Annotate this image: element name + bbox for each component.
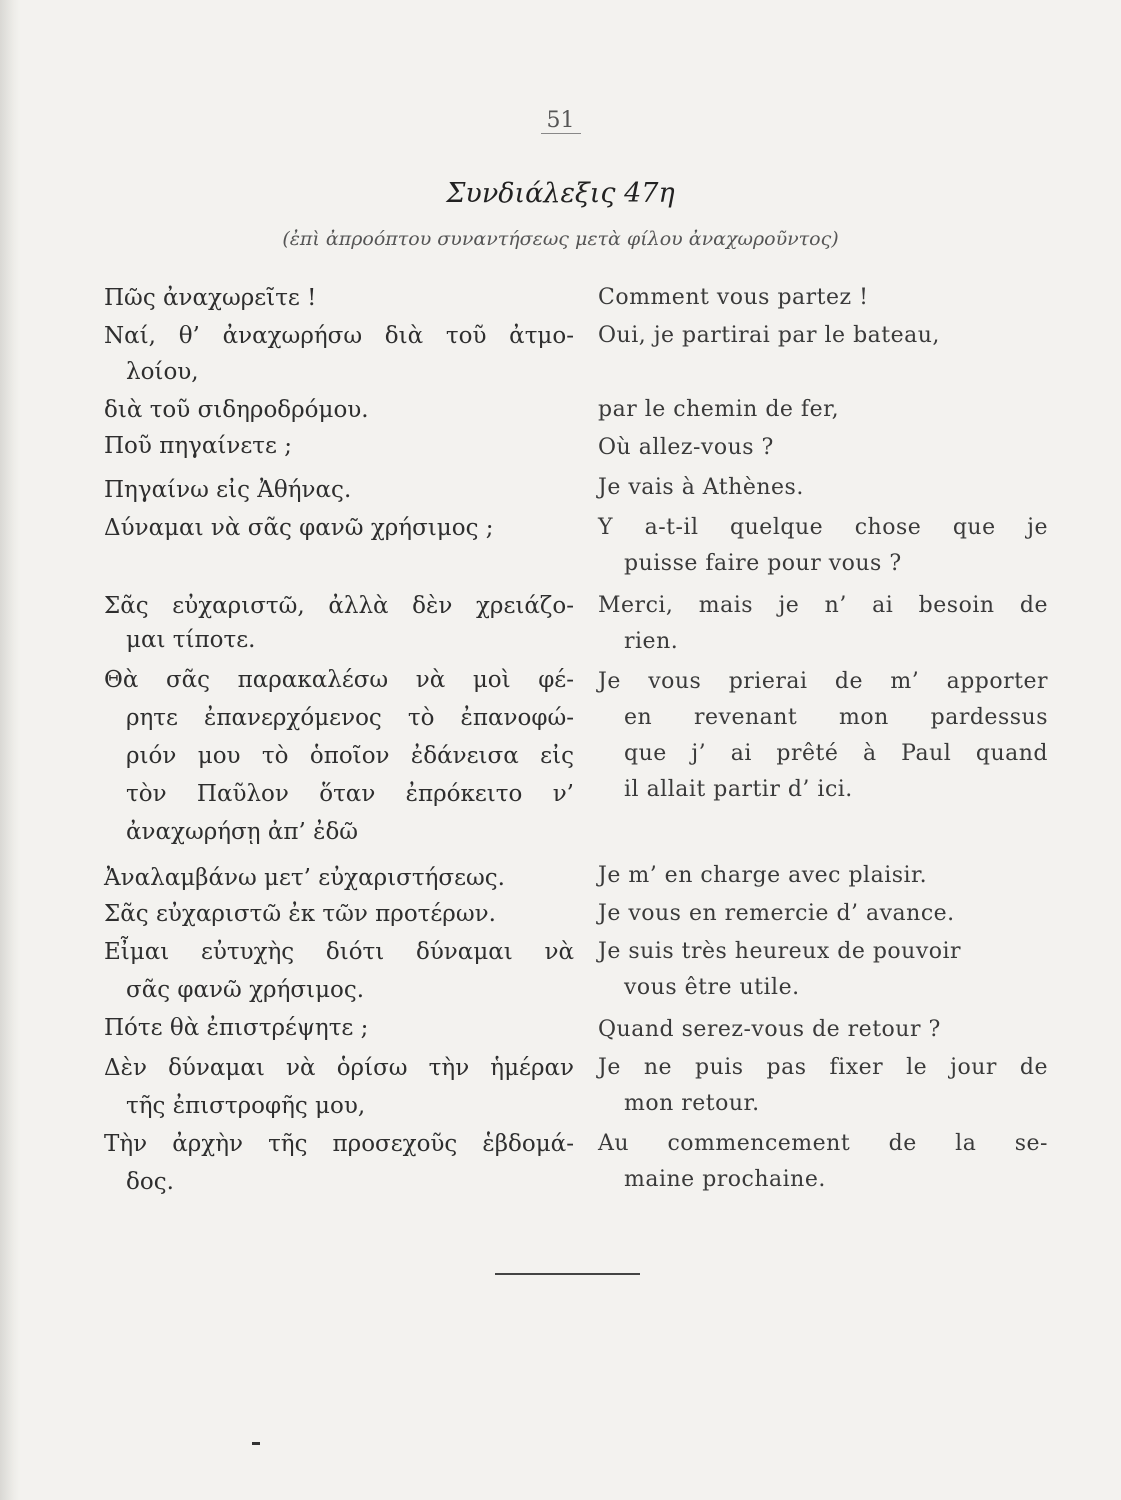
french-entry-11: [598, 934, 1048, 1006]
french-line: Je vais à Athènes.: [598, 475, 804, 500]
french-line: Où allez-vous ?: [598, 435, 774, 460]
greek-entry-14: [104, 1130, 574, 1158]
greek-line: Εἶμαι εὐτυχὴς διότι δύναμαι νὰ: [104, 939, 574, 965]
greek-entry-9: [104, 864, 574, 892]
french-line: mon retour.: [624, 1091, 760, 1116]
greek-entry-8: [104, 666, 574, 694]
greek-entry-11-cont: [104, 976, 574, 1004]
french-line: Je vous en remercie d’ avance.: [598, 901, 955, 926]
french-line: que j’ ai prêté à Paul quand: [624, 741, 1048, 766]
french-line: rien.: [624, 629, 679, 654]
french-line: vous être utile.: [624, 975, 800, 1000]
greek-line: Τὴν ἀρχὴν τῆς προσεχοῦς ἑβδομά-: [104, 1131, 574, 1157]
greek-entry-4: [104, 432, 574, 460]
greek-entry-8-cont-1: [126, 704, 574, 732]
binding-edge: [0, 0, 20, 1500]
greek-entry-8-cont-2: [126, 742, 574, 770]
french-entry-2: [598, 318, 1048, 354]
greek-entry-10: [104, 900, 574, 928]
french-line: Je ne puis pas fixer le jour de: [598, 1055, 1048, 1080]
greek-line: μαι τίποτε.: [126, 627, 256, 653]
greek-line: σᾶς φανῶ χρήσιμος.: [126, 977, 365, 1003]
french-line: Y a-t-il quelque chose que je: [598, 515, 1048, 540]
greek-line: Δὲν δύναμαι νὰ ὁρίσω τὴν ἡμέραν: [104, 1055, 574, 1081]
french-line: Comment vous partez !: [598, 285, 869, 310]
greek-entry-13: [104, 1054, 574, 1082]
french-entry-8: [598, 664, 1048, 808]
greek-line: Θὰ σᾶς παρακαλέσω νὰ μοὶ φέ-: [104, 667, 574, 693]
greek-line: δος.: [126, 1169, 174, 1195]
section-end-rule: [495, 1273, 640, 1275]
greek-entry-11: [104, 938, 574, 966]
greek-entry-6: [104, 514, 574, 542]
greek-line: Ἀναλαμβάνω μετ’ εὐχαριστήσεως.: [104, 865, 505, 891]
french-line: Je vous prierai de m’ apporter: [598, 669, 1048, 694]
greek-line: Σᾶς εὐχαριστῶ ἐκ τῶν προτέρων.: [104, 901, 496, 927]
greek-line: Πηγαίνω εἰς Ἀθήνας.: [104, 477, 352, 503]
french-line: en revenant mon pardessus: [624, 705, 1048, 730]
french-entry-9: [598, 858, 1048, 894]
greek-entry-2-cont: [104, 358, 574, 386]
conversation-title: Συνδιάλεξις 47η: [446, 178, 675, 209]
greek-entry-7: [104, 592, 574, 620]
french-entry-4: [598, 430, 1048, 466]
greek-line: Πῶς ἀναχωρεῖτε !: [104, 285, 317, 311]
greek-line: Δύναμαι νὰ σᾶς φανῶ χρήσιμος ;: [104, 515, 494, 541]
french-entry-12: [598, 1012, 1048, 1048]
greek-entry-8-cont-4: [104, 818, 574, 846]
french-entry-14: [598, 1126, 1048, 1198]
greek-line: λοίου,: [126, 359, 199, 385]
greek-line: Πότε θὰ ἐπιστρέψητε ;: [104, 1015, 369, 1041]
greek-line: ἀναχωρήσῃ ἀπ’ ἐδῶ: [126, 819, 359, 845]
french-entry-6: [598, 510, 1048, 582]
french-line: Au commencement de la se-: [598, 1131, 1048, 1156]
page-number: [0, 108, 1121, 133]
french-entry-10: [598, 896, 1048, 932]
greek-line: διὰ τοῦ σιδηροδρόμου.: [104, 397, 369, 423]
french-entry-1: [598, 280, 1048, 316]
french-entry-3: [598, 392, 1048, 428]
french-line: il allait partir d’ ici.: [624, 777, 853, 802]
greek-line: τῆς ἐπιστροφῆς μου,: [126, 1093, 366, 1119]
french-line: maine prochaine.: [624, 1167, 826, 1192]
greek-entry-12: [104, 1014, 574, 1042]
greek-entry-8-cont-3: [126, 780, 574, 808]
french-line: Je m’ en charge avec plaisir.: [598, 863, 928, 888]
greek-entry-5: [104, 476, 574, 504]
french-line: Oui, je partirai par le bateau,: [598, 323, 940, 348]
french-entry-7: [598, 588, 1048, 660]
greek-line: ριόν μου τὸ ὁποῖον ἐδάνεισα εἰς: [126, 743, 574, 769]
french-line: Quand serez-vous de retour ?: [598, 1017, 941, 1042]
french-line: par le chemin de fer,: [598, 397, 840, 422]
french-entry-13: [598, 1050, 1048, 1122]
greek-entry-3: [104, 396, 574, 424]
greek-entry-14-cont: [104, 1168, 574, 1196]
page-number-text: 51: [541, 108, 581, 134]
greek-line: τὸν Παῦλον ὅταν ἐπρόκειτο ν’: [126, 781, 574, 807]
print-mark: [252, 1442, 260, 1445]
greek-entry-13-cont: [104, 1092, 574, 1120]
greek-line: ρητε ἐπανερχόμενος τὸ ἐπανοφώ-: [126, 705, 574, 731]
greek-line: Σᾶς εὐχαριστῶ, ἀλλὰ δὲν χρειάζο-: [104, 593, 574, 619]
french-line: Merci, mais je n’ ai besoin de: [598, 593, 1048, 618]
french-line: Je suis très heureux de pouvoir: [598, 939, 962, 964]
greek-line: Ναί, θ’ ἀναχωρήσω διὰ τοῦ ἀτμο-: [104, 323, 574, 349]
conversation-subtitle: (ἐπὶ ἀπροόπτου συναντήσεως μετὰ φίλου ἀναχωροῦντος): [282, 228, 839, 250]
greek-entry-7-cont: [104, 626, 574, 654]
french-line: puisse faire pour vous ?: [624, 551, 902, 576]
greek-entry-1: [104, 284, 574, 312]
french-entry-5: [598, 470, 1048, 506]
greek-line: Ποῦ πηγαίνετε ;: [104, 433, 292, 459]
greek-entry-2: [104, 322, 574, 350]
